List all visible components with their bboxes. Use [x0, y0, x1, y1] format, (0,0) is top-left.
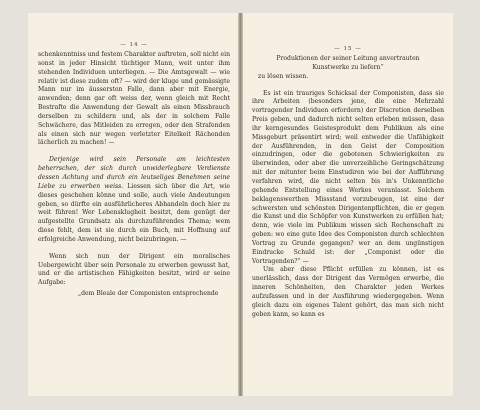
page-number-right: — 15 — — [334, 46, 362, 52]
right-quote-line-2: Kunstwerke zu liefern“ — [312, 63, 384, 71]
left-paragraph-2-rest: Liessen sich über die Art, wie dieses geschehen könne und solle, auch viele Andeutungen geben, so dürfte ein ausführlicheres Abhandeln doch hier zu weit führen! Wer Lebensklugheit besitzt, dem genügt der aufgestellte Grundsatz als durchzuführendes Thema; wem diese fehlt, dem ist sie durch ein Buch, mit Hoffnung auf erfolgreiche Anwendung, nicht beizubringen. — — [38, 182, 230, 243]
left-paragraph-3: Wenn sich nun der Dirigent ein moralisches Uebergewicht über sein Personale zu erwerben gewusst hat, und er die artistischen Fähigkeiten besitzt, wird er seine Aufgabe: — [38, 252, 230, 287]
right-quote-line-3: zu lösen wissen. — [258, 72, 309, 80]
right-page — [243, 13, 453, 396]
left-page-text — [38, 51, 230, 299]
left-paragraph-2-italic: Derjenige wird sein Personale am leichtesten beherrschen, der sich durch unwiderlegbare Verdienste dessen Achtung und durch ein leutseliges Benehmen seine Liebe zu erwerben weiss. — [38, 156, 230, 190]
left-paragraph-1: schenkenntniss und festem Charakter auftreten, soll nicht ein sonst in jeder Hinsicht tüchtiger Mann, weit unter ihm stehenden Individuen unterliegen. — Die Amtsgewalt — wie relativ ist diese zudem oft? — wird der kluge und gemässigte Mann nur im äussersten Falle, dann aber mit Energie, anwenden; denn gar oft weiss der, wenn gleich mit Recht Bestrafte die Anwendung der Gewalt als einen Missbrauch derselben zu schildern und, als der in solchem Falle Schwächere, das Mitleiden zu erregen, oder den Strafenden als einen sich nur wegen verletzter Eitelkeit Rächenden lächerlich zu machen! — — [38, 51, 230, 147]
book — [28, 13, 453, 396]
right-quote-line-1: Produktionen der seiner Leitung anvertrauten — [276, 55, 420, 62]
right-page-text — [252, 55, 444, 319]
right-paragraph-2: Um aber diese Pflicht erfüllen zu können, ist es unerlässlich, dass der Dirigent das Vermögen erwerbe, die inneren Schönheiten, den Charakter jeden Werkes aufzufassen und in der Ausführung wiedergegeben. Wenn gleich dazu ein eigenes Talent gehört, das man sich nicht geben kann, so kann es — [252, 266, 444, 318]
left-quote-start: „dem Bleale der Componisten entsprechende — [78, 290, 219, 298]
page-number-left: — 14 — — [120, 42, 148, 48]
right-paragraph-1: Es ist ein trauriges Schicksal der Componisten, dass sie ihre Arbeiten (besonders jene, die eine Mehrzahl vortragender Individuen erfordern) der Discretion derselben Preis geben, und dadurch nicht selten erleben müssen, dass ihr kerngesundes Geistesprodukt dem Publikum als eine Missgeburt präsentirt wird; weil entweder die Unfähigkeit der Ausführenden, in den Geist der Composition einzudringen, oder die gebotenen Schwierigkeiten zu überwinden, oder aber die unverzeihliche Geringschätzung mit der mitunter beim Einstudiren wie bei der Aufführung verfahren wird, die nicht selten bis in's Unkenntliche gehende Entstellung eines Werkes veranlasst. Solchem beklagenswerthen Missstand vorzubeugen, ist eine der schwersten und schönsten Dirigentenpflichten, die er gegen die Kunst und die Schöpfer von Kunstwerken zu erfüllen hat; denn, wie viele im Publikum wissen sich Rechenschaft zu geben: wo eine gute Idee des Componisten durch schlechten Vortrag zu Grunde gegangen? wer an dem ungünstigen Eindrucke Schuld ist: der „Componist oder die Vortragenden?“ — — [252, 89, 444, 265]
left-paragraph-2 — [38, 156, 230, 244]
left-page — [28, 13, 238, 396]
